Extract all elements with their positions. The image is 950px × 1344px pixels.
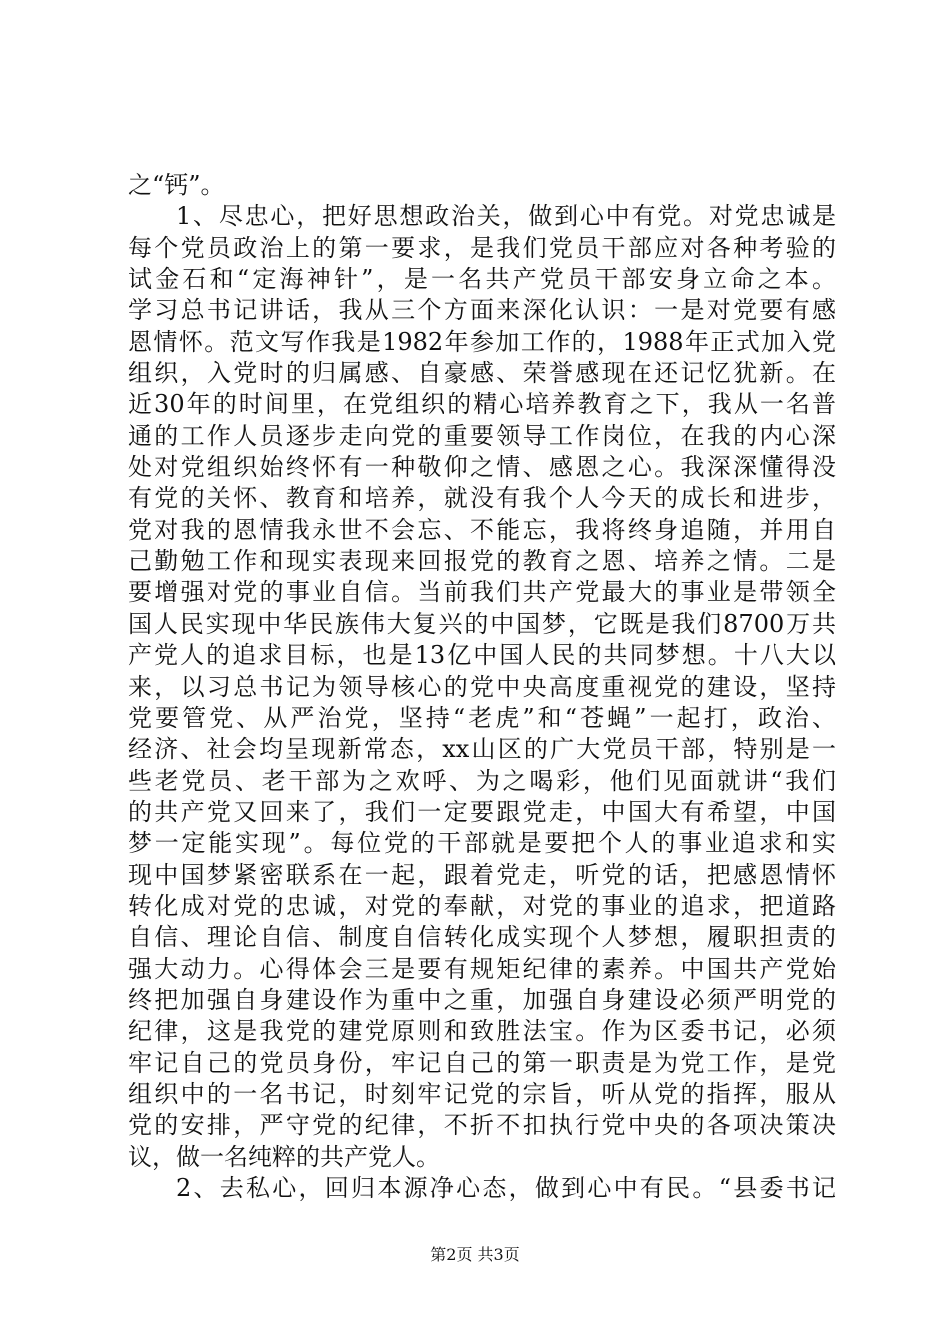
text-line: 近30年的时间里，在党组织的精心培养教育之下，我从一名普 — [128, 390, 836, 419]
text-line: 自信、理论自信、制度自信转化成实现个人梦想，履职担责的 — [128, 923, 836, 952]
paragraph-start-line: 1、尽忠心，把好思想政治关，做到心中有党。对党忠诚是 — [176, 202, 836, 231]
text-line: 的共产党又回来了，我们一定要跟党走，中国大有希望，中国 — [128, 797, 836, 826]
text-line: 学习总书记讲话，我从三个方面来深化认识：一是对党要有感 — [128, 296, 836, 325]
text-line: 组织中的一名书记，时刻牢记党的宗旨，听从党的指挥，服从 — [128, 1079, 836, 1108]
text-line: 些老党员、老干部为之欢呼、为之喝彩，他们见面就讲“我们 — [128, 766, 836, 795]
text-line: 强大动力。心得体会三是要有规矩纪律的素养。中国共产党始 — [128, 954, 836, 983]
text-line: 每个党员政治上的第一要求，是我们党员干部应对各种考验的 — [128, 233, 836, 262]
text-line: 恩情怀。范文写作我是1982年参加工作的，1988年正式加入党 — [128, 327, 836, 356]
paragraph-end-line: 议，做一名纯粹的共产党人。 — [128, 1142, 440, 1171]
text-line: 己勤勉工作和现实表现来回报党的教育之恩、培养之情。二是 — [128, 547, 836, 576]
text-line: 党的安排，严守党的纪律，不折不扣执行党中央的各项决策决 — [128, 1111, 836, 1140]
text-line: 要增强对党的事业自信。当前我们共产党最大的事业是带领全 — [128, 578, 836, 607]
text-line: 党对我的恩情我永世不会忘、不能忘，我将终身追随，并用自 — [128, 515, 836, 544]
paragraph-start-line: 2、去私心，回归本源净心态，做到心中有民。“县委书记 — [176, 1174, 836, 1202]
text-line: 通的工作人员逐步走向党的重要领导工作岗位，在我的内心深 — [128, 421, 836, 450]
page-number-footer: 第2页 共3页 — [430, 1245, 520, 1264]
text-line: 试金石和“定海神针”，是一名共产党员干部安身立命之本。 — [128, 265, 836, 294]
text-line: 终把加强自身建设作为重中之重，加强自身建设必须严明党的 — [128, 985, 836, 1014]
text-line: 党要管党、从严治党，坚持“老虎”和“苍蝇”一起打，政治、 — [128, 703, 836, 732]
text-line: 处对党组织始终怀有一种敬仰之情、感恩之心。我深深懂得没 — [128, 453, 836, 482]
text-line: 产党人的追求目标，也是13亿中国人民的共同梦想。十八大以 — [128, 641, 836, 670]
text-line: 牢记自己的党员身份，牢记自己的第一职责是为党工作，是党 — [128, 1048, 836, 1077]
text-line: 经济、社会均呈现新常态，xx山区的广大党员干部，特别是一 — [128, 735, 836, 764]
body-text — [128, 170, 836, 1204]
text-line: 转化成对党的忠诚，对党的奉献，对党的事业的追求，把道路 — [128, 891, 836, 920]
text-line: 梦一定能实现”。每位党的干部就是要把个人的事业追求和实 — [128, 829, 836, 858]
text-line: 之“钙”。 — [128, 171, 225, 199]
text-line: 来，以习总书记为领导核心的党中央高度重视党的建设，坚持 — [128, 672, 836, 701]
text-line: 国人民实现中华民族伟大复兴的中国梦，它既是我们8700万共 — [128, 609, 836, 638]
text-line: 组织，入党时的归属感、自豪感、荣誉感现在还记忆犹新。在 — [128, 359, 836, 388]
text-line: 有党的关怀、教育和培养，就没有我个人今天的成长和进步， — [128, 484, 836, 513]
text-line: 纪律，这是我党的建党原则和致胜法宝。作为区委书记，必须 — [128, 1017, 836, 1046]
text-line: 现中国梦紧密联系在一起，跟着党走，听党的话，把感恩情怀 — [128, 860, 836, 889]
